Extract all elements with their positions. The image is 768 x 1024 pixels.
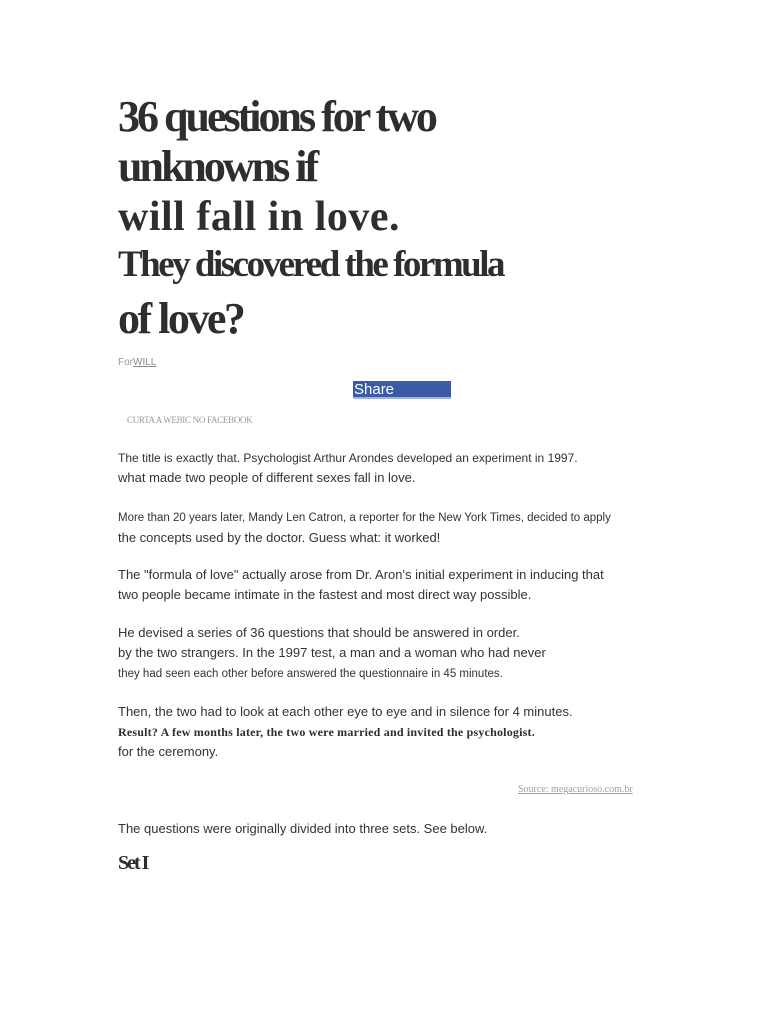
paragraph-line: The title is exactly that. Psychologist Arthur Arondes developed an experiment in 1997. — [118, 451, 578, 465]
title-line: They discovered the formula — [118, 244, 504, 285]
byline — [118, 357, 156, 368]
paragraph-line: by the two strangers. In the 1997 test, a man and a woman who had never — [118, 645, 546, 660]
paragraph-1 — [118, 448, 658, 488]
sets-intro: The questions were originally divided into three sets. See below. — [118, 821, 488, 836]
share-button[interactable]: Share — [353, 381, 451, 399]
paragraph-line: More than 20 years later, Mandy Len Catron, a reporter for the New York Times, decided to apply — [118, 512, 611, 524]
title-line: will fall in love. — [118, 194, 400, 240]
paragraph-line: for the ceremony. — [118, 744, 219, 759]
title-line: of love? — [118, 294, 244, 343]
source-link[interactable]: Source: megacurioso.com.br — [518, 784, 633, 795]
byline-prefix: For — [118, 357, 133, 368]
facebook-like-link[interactable]: CURTA A WEBIC NO FACEBOOK — [127, 415, 253, 425]
paragraph-line: the concepts used by the doctor. Guess what: it worked! — [118, 530, 441, 545]
paragraph-2 — [118, 507, 658, 548]
title-line: unknowns if — [118, 142, 317, 191]
paragraph-line: what made two people of different sexes fall in love. — [118, 470, 416, 485]
paragraph-line: The "formula of love" actually arose from Dr. Aron's initial experiment in inducing that — [118, 567, 604, 582]
title-line: 36 questions for two — [118, 92, 435, 141]
paragraph-line: Then, the two had to look at each other eye to eye and in silence for 4 minutes. — [118, 704, 573, 719]
paragraph-3 — [118, 565, 658, 605]
author-link[interactable]: WILL — [133, 357, 157, 368]
paragraph-5 — [118, 702, 658, 762]
paragraph-line: two people became intimate in the fastest and most direct way possible. — [118, 587, 532, 602]
paragraph-line: they had seen each other before answered the questionnaire in 45 minutes. — [118, 668, 503, 680]
paragraph-line: Result? A few months later, the two were married and invited the psychologist. — [118, 725, 535, 739]
paragraph-4 — [118, 623, 658, 684]
set-heading: Set I — [118, 852, 148, 874]
paragraph-line: He devised a series of 36 questions that should be answered in order. — [118, 625, 520, 640]
article-title — [118, 92, 638, 350]
